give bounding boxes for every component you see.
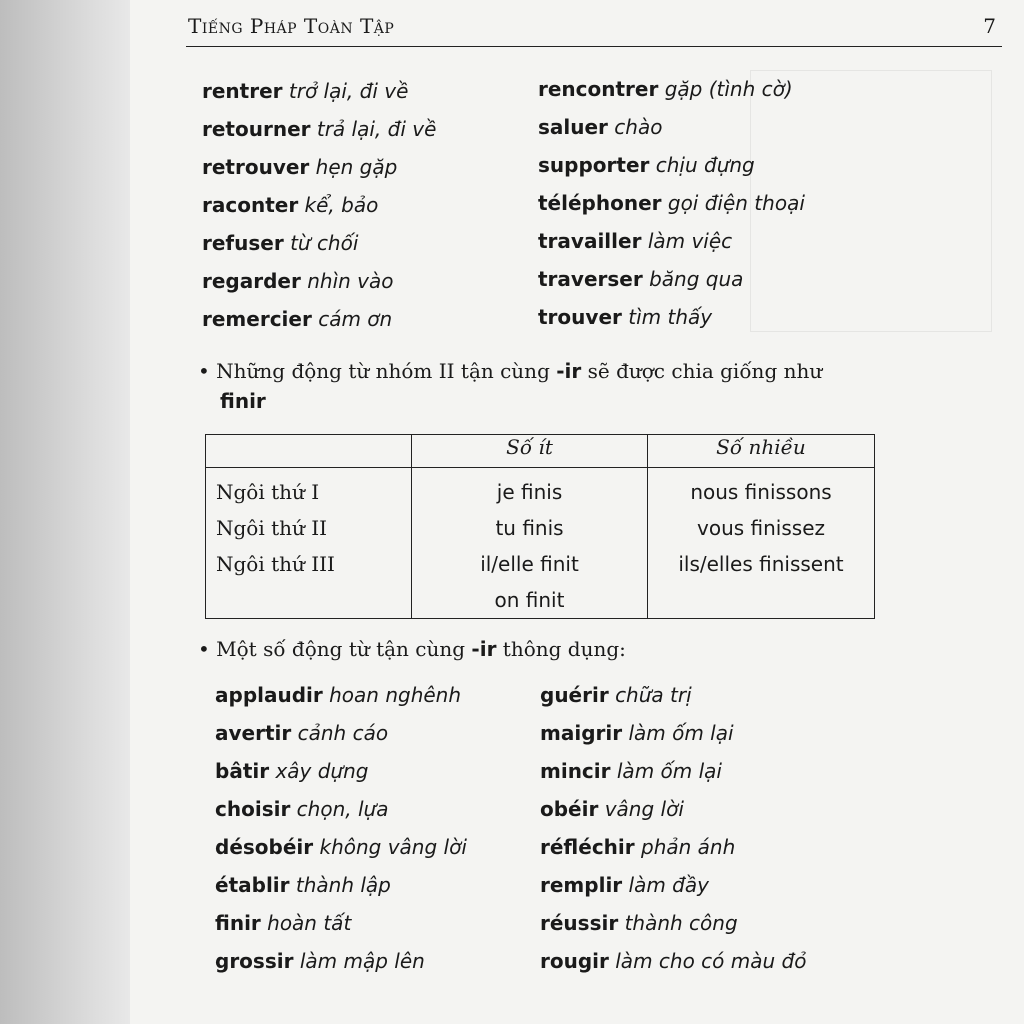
book-page (130, 0, 1024, 1024)
verb-french: retrouver (202, 155, 310, 179)
verb-french: réfléchir (540, 835, 635, 859)
verb-list-er-left (202, 72, 436, 338)
person-label: Ngôi thứ II (216, 516, 328, 540)
verb-entry (540, 942, 806, 980)
verb-meaning: làm đầy (628, 873, 709, 897)
bullet-dot: • (198, 359, 210, 383)
persons-cell (206, 468, 412, 619)
verb-french: rentrer (202, 79, 283, 103)
verb-meaning: nhìn vào (307, 269, 394, 293)
verb-meaning: trả lại, đi về (316, 117, 437, 141)
plural-cell (648, 468, 875, 619)
plural-form: nous finissons (690, 480, 832, 504)
plural-form: vous finissez (697, 516, 825, 540)
verb-meaning: cám ơn (318, 307, 393, 331)
verb-meaning: thành lập (295, 873, 391, 897)
bullet-common-ir-note (198, 634, 998, 664)
table-header-cell (206, 435, 412, 468)
verb-meaning: hoan nghênh (329, 683, 462, 707)
singular-form: je finis (496, 480, 563, 504)
verb-meaning: làm mập lên (299, 949, 425, 973)
verb-meaning: chào (614, 115, 663, 139)
verb-french: choisir (215, 797, 291, 821)
verb-meaning: chịu đựng (655, 153, 755, 177)
verb-entry (215, 752, 467, 790)
verb-french: obéir (540, 797, 599, 821)
verb-entry (538, 146, 805, 184)
verb-entry (538, 108, 805, 146)
verb-meaning: chữa trị (615, 683, 692, 707)
verb-french: rencontrer (538, 77, 659, 101)
verb-entry (540, 714, 806, 752)
conjugation-table (205, 434, 875, 619)
verb-entry (540, 676, 806, 714)
verb-entry (538, 184, 805, 222)
verb-meaning: không vâng lời (319, 835, 467, 859)
verb-french: grossir (215, 949, 294, 973)
singular-cell (412, 468, 648, 619)
verb-entry (215, 942, 467, 980)
verb-meaning: làm ốm lại (616, 759, 722, 783)
verb-entry (540, 828, 806, 866)
verb-french: téléphoner (538, 191, 662, 215)
verb-entry (202, 148, 436, 186)
bullet-ending: -ir (471, 637, 497, 661)
verb-meaning: phản ánh (641, 835, 736, 859)
verb-entry (540, 752, 806, 790)
verb-entry (538, 298, 805, 336)
running-header-title: Tiếng Pháp Toàn Tập (188, 14, 395, 38)
verb-french: supporter (538, 153, 650, 177)
verb-entry (202, 300, 436, 338)
verb-french: refuser (202, 231, 284, 255)
verb-meaning: kể, bảo (304, 193, 379, 217)
verb-entry (202, 262, 436, 300)
table-header-cell: Số nhiều (648, 435, 875, 468)
verb-entry (215, 790, 467, 828)
verb-meaning: làm việc (647, 229, 733, 253)
verb-french: remercier (202, 307, 312, 331)
verb-meaning: vâng lời (604, 797, 684, 821)
verb-entry (540, 904, 806, 942)
bullet-ending: -ir (556, 359, 582, 383)
verb-french: finir (215, 911, 261, 935)
verb-entry (202, 186, 436, 224)
table-row (206, 468, 875, 619)
verb-entry (215, 866, 467, 904)
verb-french: réussir (540, 911, 619, 935)
verb-meaning: gặp (tình cờ) (664, 77, 793, 101)
verb-list-ir-left (215, 676, 467, 980)
verb-french: retourner (202, 117, 311, 141)
book-gutter-shadow (0, 0, 130, 1024)
verb-entry (215, 676, 467, 714)
verb-list-er-right (538, 70, 805, 336)
verb-french: regarder (202, 269, 301, 293)
verb-meaning: xây dựng (275, 759, 369, 783)
verb-meaning: làm cho có màu đỏ (615, 949, 807, 973)
verb-french: raconter (202, 193, 299, 217)
verb-french: remplir (540, 873, 623, 897)
verb-meaning: làm ốm lại (628, 721, 734, 745)
verb-entry (538, 70, 805, 108)
verb-meaning: thành công (624, 911, 738, 935)
verb-meaning: băng qua (649, 267, 744, 291)
verb-list-ir-right (540, 676, 806, 980)
singular-form: tu finis (495, 516, 564, 540)
bullet-dot: • (198, 637, 210, 661)
verb-entry (538, 260, 805, 298)
verb-french: saluer (538, 115, 608, 139)
verb-french: trouver (538, 305, 622, 329)
verb-french: établir (215, 873, 290, 897)
verb-french: guérir (540, 683, 609, 707)
verb-meaning: chọn, lựa (296, 797, 389, 821)
table-header-cell: Số ít (412, 435, 648, 468)
verb-entry (538, 222, 805, 260)
verb-french: travailler (538, 229, 642, 253)
verb-entry (202, 72, 436, 110)
verb-entry (540, 866, 806, 904)
bullet-text: Những động từ nhóm II tận cùng (216, 359, 557, 383)
verb-meaning: cảnh cáo (297, 721, 389, 745)
verb-french: rougir (540, 949, 609, 973)
verb-french: traverser (538, 267, 643, 291)
bullet-text: Một số động từ tận cùng (216, 637, 472, 661)
bullet-group2-note (198, 356, 998, 416)
verb-french: mincir (540, 759, 611, 783)
verb-meaning: tìm thấy (628, 305, 713, 329)
verb-french: désobéir (215, 835, 314, 859)
plural-form: ils/elles finissent (678, 552, 844, 576)
verb-entry (215, 828, 467, 866)
verb-meaning: hoàn tất (267, 911, 352, 935)
header-rule (186, 46, 1002, 47)
verb-entry (202, 224, 436, 262)
verb-french: bâtir (215, 759, 270, 783)
bullet-text: sẽ được chia giống như (581, 359, 823, 383)
verb-entry (215, 714, 467, 752)
verb-french: applaudir (215, 683, 323, 707)
verb-french: maigrir (540, 721, 623, 745)
singular-form: il/elle finit (480, 552, 579, 576)
table-header-row (206, 435, 875, 468)
verb-meaning: gọi điện thoại (667, 191, 805, 215)
verb-meaning: từ chối (290, 231, 359, 255)
verb-entry (540, 790, 806, 828)
person-label: Ngôi thứ III (216, 552, 335, 576)
model-verb: finir (220, 389, 266, 413)
singular-form: on finit (494, 588, 565, 612)
page-number: 7 (983, 14, 996, 38)
bullet-text: thông dụng: (496, 637, 626, 661)
verb-entry (202, 110, 436, 148)
verb-meaning: trở lại, đi về (288, 79, 409, 103)
verb-meaning: hẹn gặp (315, 155, 398, 179)
verb-entry (215, 904, 467, 942)
verb-french: avertir (215, 721, 292, 745)
person-label: Ngôi thứ I (216, 480, 320, 504)
